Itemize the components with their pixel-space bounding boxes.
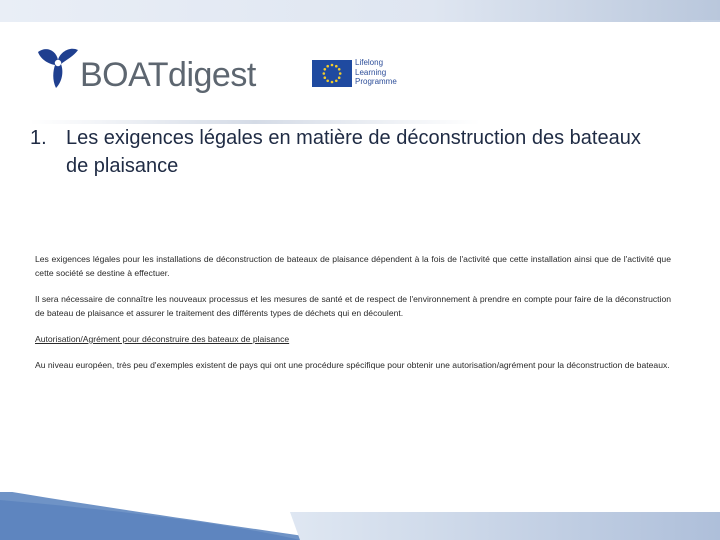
body-paragraph: Il sera nécessaire de connaître les nouveaux processus et les mesures de santé et de respect de l'environnement à prendre en compte pour faire de la déconstruction de bateau de plaisance et assurer le traitement des différents types de déchets qui en découlent.	[35, 294, 671, 318]
programme-line: Learning	[355, 67, 387, 77]
title-number: 1.	[30, 127, 47, 149]
boatdigest-logo	[34, 42, 290, 102]
slide-body	[35, 252, 671, 384]
body-paragraph: Les exigences légales pour les installations de déconstruction de bateaux de plaisance dépendent à la fois de l'activité que cette installation ainsi que de l'activité que cette société se destine à effectuer.	[35, 254, 671, 278]
brand-wordmark: BOATdigest	[80, 56, 256, 94]
lifelong-learning-logo	[312, 58, 422, 92]
programme-line: Programme	[355, 77, 397, 86]
programme-name	[355, 58, 397, 87]
body-paragraph: Au niveau européen, très peu d'exemples existent de pays qui ont une procédure spécifique pour obtenir une autorisation/agrément pour la déconstruction de bateaux.	[35, 360, 670, 370]
title-text: Les exigences légales en matière de déconstruction des bateaux de plaisance	[66, 127, 641, 177]
programme-line: Lifelong	[355, 58, 384, 67]
eu-flag-icon	[312, 60, 352, 87]
propeller-icon	[34, 44, 82, 90]
section-heading: Autorisation/Agrément pour déconstruire des bateaux de plaisance	[35, 334, 290, 344]
